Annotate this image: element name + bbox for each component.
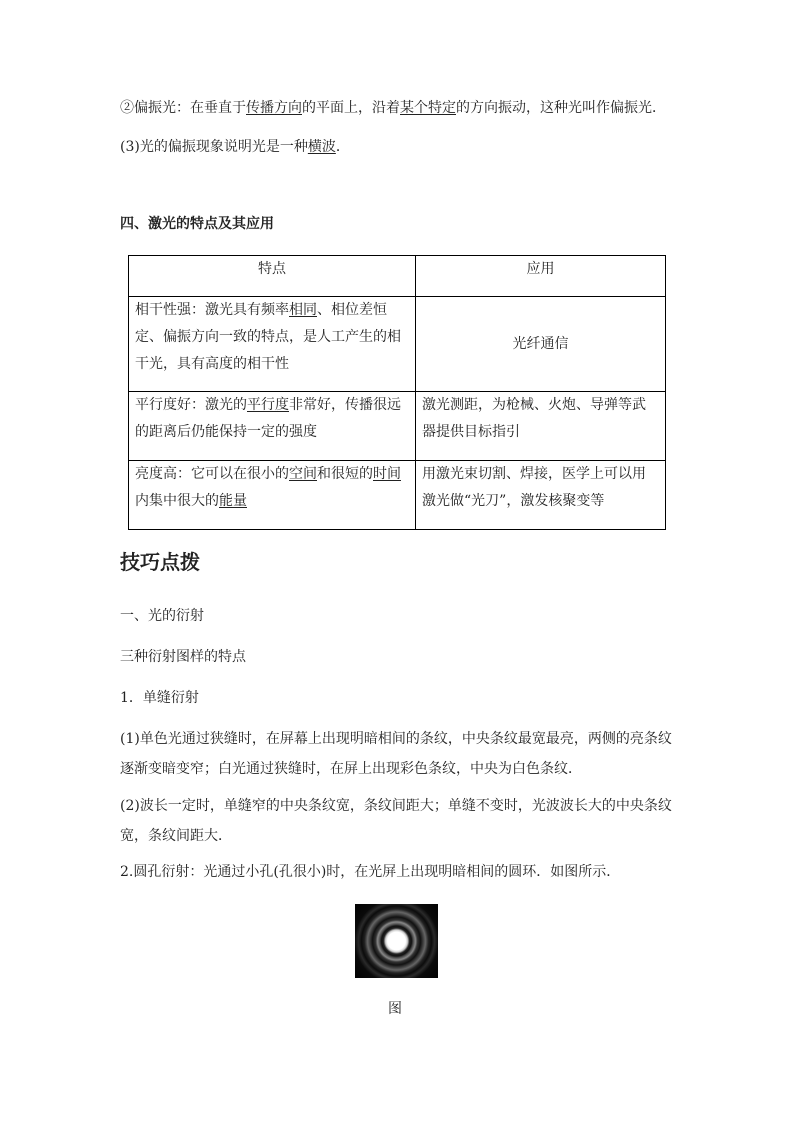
text-span: 非常好，传播很远的距离后仍能保持一定的强度: [135, 397, 401, 440]
paragraph-single-slit-2: (2)波长一定时，单缝窄的中央条纹宽，条纹间距大；单缝不变时，光波波长大的中央条纹宽，条纹间距大．: [120, 798, 672, 844]
text-span: 相干性强：激光具有频率: [135, 302, 289, 318]
table-cell-feature: [129, 392, 416, 461]
circular-diffraction-figure: [355, 904, 438, 978]
text-span: ②偏振光：在垂直于: [120, 100, 246, 116]
table-header-row: [129, 256, 666, 297]
table-cell-feature: [129, 297, 416, 392]
text-span: 亮度高：它可以在很小的: [135, 466, 289, 482]
table-cell-application: 光纤通信: [416, 297, 666, 392]
figure-caption: 图: [388, 1001, 402, 1017]
table-header-application: 应用: [416, 256, 666, 297]
underlined-term: 时间: [373, 466, 401, 482]
item-circular-aperture: 2.圆孔衍射：光通过小孔(孔很小)时，在光屏上出现明暗相间的圆环．如图所示．: [120, 864, 621, 880]
text-span: 的方向振动，这种光叫作偏振光．: [456, 100, 666, 116]
underlined-term: 空间: [289, 466, 317, 482]
polarization-transverse-wave: [120, 135, 350, 159]
text-span: 平行度好：激光的: [135, 397, 247, 413]
table-cell-feature: [129, 461, 416, 530]
polarized-light-definition: [120, 96, 666, 120]
underlined-term: 横波: [307, 139, 336, 155]
text-span: 、相位差恒定、偏振方向一致的特点，是人工产生的相干光，具有高度的相干性: [135, 302, 401, 372]
text-span: 内集中很大的: [135, 493, 219, 509]
text-span: 的平面上，沿着: [302, 100, 400, 116]
subsection-patterns: 三种衍射图样的特点: [120, 649, 246, 665]
table-row: [129, 392, 666, 461]
underlined-term: 传播方向: [246, 100, 302, 116]
table-row: [129, 297, 666, 392]
text-span: ．: [335, 139, 350, 155]
section-heading-tips: 技巧点拨: [120, 550, 200, 574]
underlined-term: 相同: [289, 302, 317, 318]
item-single-slit-title: 1．单缝衍射: [120, 690, 199, 706]
subsection-diffraction: 一、光的衍射: [120, 608, 204, 624]
laser-features-table: [128, 255, 666, 530]
table-cell-application: 用激光束切割、焊接，医学上可以用激光做“光刀”，激发核聚变等: [416, 461, 666, 530]
table-row: [129, 461, 666, 530]
underlined-term: 能量: [219, 493, 247, 509]
table-header-feature: 特点: [129, 256, 416, 297]
section-title-laser: 四、激光的特点及其应用: [120, 216, 274, 232]
text-span: 和很短的: [317, 466, 373, 482]
text-span: (3)光的偏振现象说明光是一种: [120, 139, 308, 155]
underlined-term: 平行度: [247, 397, 289, 413]
paragraph-single-slit-1: (1)单色光通过狭缝时，在屏幕上出现明暗相间的条纹，中央条纹最宽最亮，两侧的亮条纹逐渐变暗变窄；白光通过狭缝时，在屏上出现彩色条纹，中央为白色条纹．: [120, 731, 672, 777]
underlined-term: 某个特定: [400, 100, 456, 116]
table-cell-application: 激光测距，为枪械、火炮、导弹等武器提供目标指引: [416, 392, 666, 461]
